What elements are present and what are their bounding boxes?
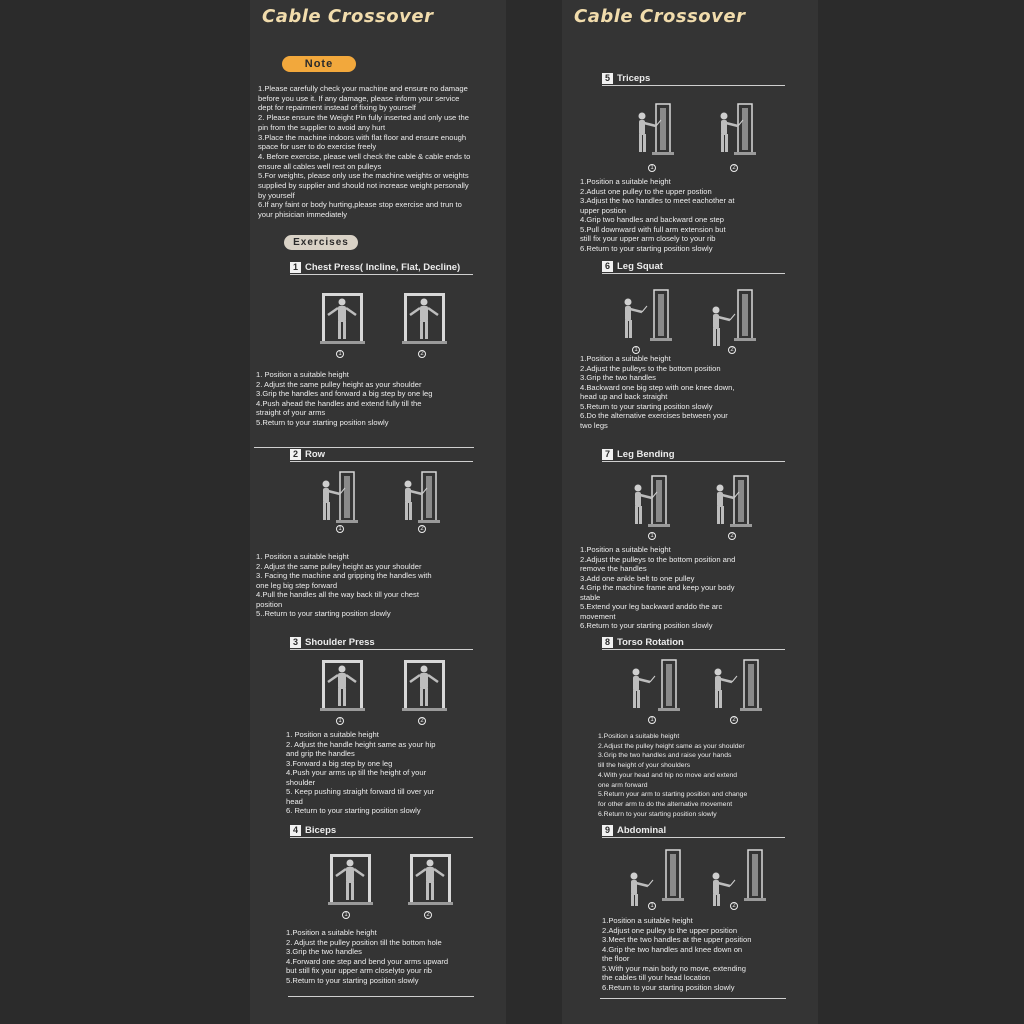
figure-label-2: 2: [728, 346, 736, 354]
step-item: 1. Position a suitable height: [256, 370, 349, 379]
step-item: 3. Facing the machine and gripping the handles with one leg big step forward: [256, 571, 432, 590]
step-item: 6.Return to your starting position slowly: [580, 621, 713, 630]
figure-label-2: 2: [418, 525, 426, 533]
step-list: [286, 928, 476, 985]
step-item: 5.With your main body no move, extending the cables till your head location: [602, 963, 746, 982]
step-item: 2.Adjust the pulleys to the bottom position: [580, 363, 721, 373]
section-number: 4: [290, 825, 301, 836]
section-number: 1: [290, 262, 301, 273]
exercise-figure-1: [628, 102, 676, 160]
section-number: 2: [290, 449, 301, 460]
step-item: 4.Backward one big step with one knee down, head up and back straight: [580, 382, 735, 401]
exercise-figure-1: [620, 848, 686, 906]
section-header: [290, 824, 473, 838]
figure-label-2: 2: [728, 532, 736, 540]
step-item: 4.Grip two handles and backward one step: [580, 215, 724, 224]
step-list: [256, 552, 476, 619]
exercise-figure-2: [706, 474, 754, 532]
section-title: Leg Squat: [617, 261, 663, 272]
exercise-figure-2: [702, 848, 768, 906]
exercise-figure-1: [622, 658, 682, 716]
step-item: 1.Position a suitable height: [602, 916, 693, 925]
step-item: 2. Adjust the same pulley height as your shoulder: [256, 561, 422, 571]
figure-row: [602, 288, 785, 354]
figure-label-2: 2: [730, 164, 738, 172]
section-header: [290, 261, 473, 275]
step-item: 3.Grip the two handles: [580, 373, 656, 382]
step-item: 4.With your head and hip no move and extend one arm forward: [598, 771, 738, 789]
note-text: 1.Please carefully check your machine and ensure no damage before you use it. If any damage, please inform your service dept for repairment instead of fixing by yourself 2. Please ensure the Weight Pin fully inserted and only use the pin from the supplier to avoid any hurt 3.Place the machine indoors with flat floor and ensure enough space for user to do exercise freely 4. Before exercise, please well check the cable & cable ends to ensure all cables well rest on pulleys 5.For weights, please only use the machine weights or weights supplied by supplier and should not increase weight personally by yourself 6.If any faint or body hurting,please stop exercise and trun to your phisician immediately: [258, 84, 471, 220]
figure-label-2: 2: [730, 902, 738, 910]
figure-row: [290, 470, 473, 538]
step-item: 2. Adjust the same pulley height as your shoulder: [256, 379, 422, 389]
section-header: [602, 448, 785, 462]
exercise-figure-2: [710, 102, 758, 160]
exercise-figure-2: [698, 288, 758, 346]
figure-label-1: 1: [336, 525, 344, 533]
section-title: Abdominal: [617, 825, 667, 836]
figure-row: [602, 102, 785, 172]
step-list: [602, 916, 788, 992]
step-item: 5.Return to your starting position slowly: [256, 417, 389, 427]
section-divider: [600, 998, 786, 999]
figure-row: [290, 658, 473, 724]
figure-label-2: 2: [424, 911, 432, 919]
step-item: 3.Grip the two handles: [286, 947, 362, 956]
section-title: Leg Bending: [617, 449, 675, 460]
step-item: 4.Push your arms up till the height of your shoulder: [286, 768, 427, 787]
step-item: 5..Return to your starting position slowly: [256, 609, 391, 618]
figure-row: [602, 474, 785, 544]
section-number: 9: [602, 825, 613, 836]
step-item: 5.Extend your leg backward anddo the arc movement: [580, 602, 723, 621]
section-number: 3: [290, 637, 301, 648]
step-item: 5. Keep pushing straight forward till over yur head: [286, 787, 435, 806]
exercises-label: Exercises: [284, 235, 358, 250]
figure-row: [602, 658, 785, 724]
figure-label-1: 1: [648, 716, 656, 724]
figure-label-1: 1: [342, 911, 350, 919]
figure-row: [290, 291, 473, 361]
section-title: Biceps: [305, 825, 337, 836]
step-item: 2.Adjust the pulleys to the bottom position and remove the handles: [580, 554, 736, 573]
section-title: Triceps: [617, 73, 651, 84]
step-item: 6.Return to your starting position slowly: [598, 810, 717, 818]
exercise-figure-2: [394, 470, 442, 528]
step-item: 6.Do the alternative exercises between your two legs: [580, 411, 728, 430]
section-header: [602, 636, 785, 650]
section-number: 6: [602, 261, 613, 272]
note-label: Note: [282, 56, 356, 72]
figure-label-1: 1: [632, 346, 640, 354]
exercise-figure-1: [614, 288, 674, 346]
figure-label-1: 1: [648, 532, 656, 540]
section-header: [602, 72, 785, 86]
step-item: 1.Position a suitable height: [580, 545, 671, 554]
step-item: 4.Push ahead the handles and extend fully till the straight of your arms: [256, 398, 422, 417]
step-item: 5.Return your arm to starting position and change for other arm to do the alternative movement: [598, 791, 748, 808]
figure-label-2: 2: [418, 350, 426, 358]
step-list: [580, 354, 785, 430]
step-list: [580, 177, 785, 253]
section-header: [290, 636, 473, 650]
exercise-figure-1: [312, 470, 360, 528]
exercise-figure-1: [624, 474, 672, 532]
step-item: 2. Adjust the pulley position till the bottom hole: [286, 937, 442, 947]
step-item: 5.Return to your starting position slowly: [286, 975, 419, 985]
figure-row: [602, 848, 785, 914]
section-title: Row: [305, 449, 326, 460]
right-page-title: Cable Crossover: [574, 6, 746, 27]
step-list: [598, 732, 788, 819]
step-item: 2.Adjust one pulley to the upper position: [602, 925, 738, 935]
figure-label-2: 2: [418, 717, 426, 725]
step-list: [286, 730, 476, 816]
step-item: 4.Grip the two handles and knee down on the floor: [602, 944, 743, 963]
section-header: [290, 448, 473, 462]
section-title: Chest Press( Incline, Flat, Decline): [305, 262, 461, 273]
step-item: 4.Pull the handles all the way back till your chest position: [256, 590, 419, 609]
section-title: Shoulder Press: [305, 637, 375, 648]
section-number: 5: [602, 73, 613, 84]
section-number: 7: [602, 449, 613, 460]
exercise-figure-1: [320, 291, 366, 351]
section-header: [602, 260, 785, 274]
section-divider: [288, 996, 474, 997]
step-item: 6.Return to your starting position slowly: [602, 982, 735, 992]
figure-label-1: 1: [336, 717, 344, 725]
step-list: [580, 545, 785, 631]
step-item: 5.Return to your starting position slowly: [580, 401, 713, 411]
step-item: 1. Position a suitable height: [256, 552, 349, 561]
step-item: 1.Position a suitable height: [580, 177, 671, 186]
left-page-title: Cable Crossover: [262, 6, 434, 27]
step-item: 4.Forward one step and bend your arms upward but still fix your upper arm closelyto your rib: [286, 956, 449, 975]
step-item: 2.Adjust the pulley height same as your shoulder: [598, 742, 745, 750]
step-item: 1.Position a suitable height: [286, 928, 377, 937]
step-item: 6. Return to your starting position slowly: [286, 806, 421, 815]
figure-label-1: 1: [648, 902, 656, 910]
step-list: [256, 370, 474, 427]
exercise-figure-2: [698, 658, 764, 716]
figure-row: [290, 852, 473, 922]
step-item: 3.Add one ankle belt to one pulley: [580, 573, 695, 583]
step-item: 5.Pull downward with full arm extension but still fix your upper arm closely to your rib: [580, 224, 726, 243]
figure-label-1: 1: [336, 350, 344, 358]
section-number: 8: [602, 637, 613, 648]
step-item: 3.Grip the handles and forward a big step by one leg: [256, 389, 433, 398]
step-item: 1. Position a suitable height: [286, 730, 379, 739]
exercise-figure-1: [328, 852, 374, 912]
step-item: 3.Adjust the two handles to meet eachother at upper postion: [580, 196, 735, 215]
step-item: 3.Meet the two handles at the upper position: [602, 935, 752, 944]
exercise-figure-2: [408, 852, 454, 912]
step-item: 3.Grip the two handles and raise your hands till the height of your shoulders: [598, 752, 732, 770]
step-item: 4.Grip the machine frame and keep your body stable: [580, 583, 735, 602]
step-item: 6.Return to your starting position slowly: [580, 243, 713, 253]
step-item: 2. Adjust the handle height same as your hip and grip the handles: [286, 739, 436, 758]
section-title: Torso Rotation: [617, 637, 684, 648]
exercise-figure-2: [402, 658, 448, 718]
exercise-figure-1: [320, 658, 366, 718]
step-item: 2.Adust one pulley to the upper postion: [580, 186, 712, 196]
step-item: 1.Position a suitable height: [580, 354, 671, 363]
section-header: [602, 824, 785, 838]
figure-label-2: 2: [730, 716, 738, 724]
figure-label-1: 1: [648, 164, 656, 172]
step-item: 1.Position a suitable height: [598, 733, 680, 740]
exercise-figure-2: [402, 291, 448, 351]
step-item: 3.Forward a big step by one leg: [286, 758, 393, 768]
